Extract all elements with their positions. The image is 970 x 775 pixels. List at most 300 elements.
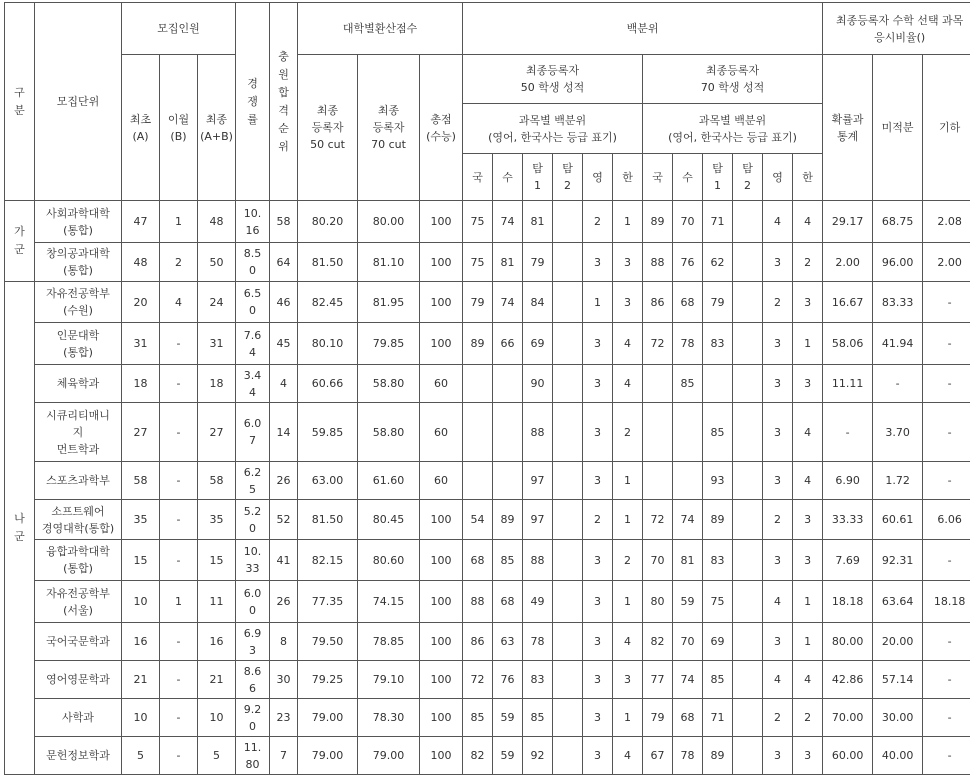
- math-prob-ratio: 58.06: [823, 323, 873, 365]
- p70-hist: 4: [793, 201, 823, 243]
- p70-t1: 85: [703, 403, 733, 462]
- p50-hist: 4: [613, 737, 643, 775]
- waitlist-rank: 7: [270, 737, 298, 775]
- competition-ratio: 10. 16: [236, 201, 270, 243]
- recruit-first: 27: [122, 403, 160, 462]
- recruit-transfer: -: [160, 462, 198, 500]
- unit-name: 자유전공학부 (수원): [35, 282, 122, 323]
- p50-t1: 79: [523, 243, 553, 282]
- p50-kor: 89: [463, 323, 493, 365]
- header-p50-math: 수: [493, 154, 523, 201]
- math-geom-ratio: 18.18: [923, 581, 970, 623]
- math-geom-ratio: -: [923, 282, 970, 323]
- header-recruit-transfer: 이월 (B): [160, 55, 198, 201]
- p50-hist: 4: [613, 323, 643, 365]
- math-calc-ratio: 60.61: [873, 500, 923, 540]
- p50-math: 81: [493, 243, 523, 282]
- p70-kor: 72: [643, 323, 673, 365]
- header-prob: 확률과 통계: [823, 55, 873, 201]
- waitlist-rank: 4: [270, 365, 298, 403]
- math-calc-ratio: 1.72: [873, 462, 923, 500]
- p50-t1: 88: [523, 403, 553, 462]
- header-p70-t2: 탐 2: [733, 154, 763, 201]
- math-geom-ratio: -: [923, 540, 970, 581]
- p70-t1: 93: [703, 462, 733, 500]
- p50-t1: 69: [523, 323, 553, 365]
- waitlist-rank: 45: [270, 323, 298, 365]
- unit-name: 자유전공학부 (서울): [35, 581, 122, 623]
- waitlist-rank: 26: [270, 462, 298, 500]
- math-geom-ratio: -: [923, 699, 970, 737]
- header-p50-t2: 탐 2: [553, 154, 583, 201]
- p70-kor: 79: [643, 699, 673, 737]
- math-calc-ratio: -: [873, 365, 923, 403]
- score-70-cut: 78.30: [358, 699, 420, 737]
- waitlist-rank: 58: [270, 201, 298, 243]
- recruit-first: 31: [122, 323, 160, 365]
- unit-name: 영어영문학과: [35, 661, 122, 699]
- p70-t2: [733, 623, 763, 661]
- recruit-transfer: -: [160, 323, 198, 365]
- score-70-cut: 79.10: [358, 661, 420, 699]
- p50-eng: 3: [583, 661, 613, 699]
- score-70-cut: 80.00: [358, 201, 420, 243]
- p70-kor: 72: [643, 500, 673, 540]
- math-prob-ratio: 2.00: [823, 243, 873, 282]
- unit-name: 사학과: [35, 699, 122, 737]
- math-geom-ratio: -: [923, 737, 970, 775]
- score-50-cut: 80.20: [298, 201, 358, 243]
- admission-results-table: [4, 2, 970, 775]
- competition-ratio: 7.6 4: [236, 323, 270, 365]
- score-70-cut: 80.45: [358, 500, 420, 540]
- p70-hist: 1: [793, 623, 823, 661]
- p70-t2: [733, 540, 763, 581]
- recruit-first: 16: [122, 623, 160, 661]
- header-unit: 모집단위: [35, 3, 122, 201]
- p50-t2: [553, 403, 583, 462]
- header-p70-hist: 한: [793, 154, 823, 201]
- group-label: 나 군: [5, 282, 35, 775]
- math-prob-ratio: -: [823, 403, 873, 462]
- header-recruit-final: 최종 (A+B): [198, 55, 236, 201]
- recruit-transfer: -: [160, 623, 198, 661]
- table-row: [5, 581, 970, 623]
- p50-hist: 2: [613, 540, 643, 581]
- p50-eng: 2: [583, 500, 613, 540]
- math-calc-ratio: 92.31: [873, 540, 923, 581]
- header-p70-t1: 탐 1: [703, 154, 733, 201]
- recruit-first: 21: [122, 661, 160, 699]
- p50-eng: 3: [583, 323, 613, 365]
- p70-math: [673, 462, 703, 500]
- p70-hist: 3: [793, 737, 823, 775]
- total-score: 100: [420, 661, 463, 699]
- header-score-70: 최종 등록자 70 cut: [358, 55, 420, 201]
- recruit-first: 58: [122, 462, 160, 500]
- unit-name: 시큐리티매니 지 먼트학과: [35, 403, 122, 462]
- waitlist-rank: 8: [270, 623, 298, 661]
- recruit-first: 47: [122, 201, 160, 243]
- recruit-transfer: 2: [160, 243, 198, 282]
- p50-eng: 3: [583, 365, 613, 403]
- p70-t1: 71: [703, 699, 733, 737]
- p50-kor: [463, 403, 493, 462]
- p70-math: [673, 403, 703, 462]
- p70-t1: 83: [703, 540, 733, 581]
- score-50-cut: 82.15: [298, 540, 358, 581]
- p70-eng: 3: [763, 737, 793, 775]
- score-70-cut: 58.80: [358, 365, 420, 403]
- header-calc: 미적분: [873, 55, 923, 201]
- waitlist-rank: 23: [270, 699, 298, 737]
- math-prob-ratio: 29.17: [823, 201, 873, 243]
- table-row: [5, 282, 970, 323]
- p70-hist: 3: [793, 500, 823, 540]
- recruit-transfer: -: [160, 661, 198, 699]
- p70-t2: [733, 403, 763, 462]
- unit-name: 스포츠과학부: [35, 462, 122, 500]
- header-ratio: 경 쟁 률: [236, 3, 270, 201]
- table-row: [5, 540, 970, 581]
- competition-ratio: 9.2 0: [236, 699, 270, 737]
- p50-math: 74: [493, 282, 523, 323]
- math-prob-ratio: 80.00: [823, 623, 873, 661]
- p50-hist: 4: [613, 365, 643, 403]
- total-score: 100: [420, 540, 463, 581]
- recruit-transfer: -: [160, 737, 198, 775]
- p70-t2: [733, 500, 763, 540]
- p50-t1: 49: [523, 581, 553, 623]
- math-geom-ratio: -: [923, 462, 970, 500]
- p50-math: 63: [493, 623, 523, 661]
- p70-kor: 82: [643, 623, 673, 661]
- p70-eng: 2: [763, 699, 793, 737]
- p70-math: 74: [673, 661, 703, 699]
- competition-ratio: 6.9 3: [236, 623, 270, 661]
- p70-math: 78: [673, 323, 703, 365]
- header-geom: 기하: [923, 55, 970, 201]
- recruit-final: 18: [198, 365, 236, 403]
- p50-hist: 4: [613, 623, 643, 661]
- recruit-transfer: 1: [160, 201, 198, 243]
- p70-math: 68: [673, 282, 703, 323]
- recruit-transfer: -: [160, 403, 198, 462]
- p70-math: 76: [673, 243, 703, 282]
- p50-t2: [553, 540, 583, 581]
- p70-kor: 80: [643, 581, 673, 623]
- math-prob-ratio: 16.67: [823, 282, 873, 323]
- p50-t1: 90: [523, 365, 553, 403]
- score-50-cut: 77.35: [298, 581, 358, 623]
- p50-kor: 68: [463, 540, 493, 581]
- unit-name: 체육학과: [35, 365, 122, 403]
- p50-math: 89: [493, 500, 523, 540]
- p50-kor: 72: [463, 661, 493, 699]
- table-row: [5, 661, 970, 699]
- p70-hist: 2: [793, 699, 823, 737]
- p70-t1: 62: [703, 243, 733, 282]
- unit-name: 창의공과대학 (통합): [35, 243, 122, 282]
- header-percentile: 백분위: [463, 3, 823, 55]
- p50-eng: 3: [583, 581, 613, 623]
- p70-kor: [643, 403, 673, 462]
- table-row: [5, 737, 970, 775]
- p70-eng: 3: [763, 365, 793, 403]
- recruit-first: 48: [122, 243, 160, 282]
- p70-eng: 4: [763, 661, 793, 699]
- p50-math: [493, 462, 523, 500]
- total-score: 100: [420, 243, 463, 282]
- recruit-final: 5: [198, 737, 236, 775]
- p50-eng: 3: [583, 540, 613, 581]
- header-p70-kor: 국: [643, 154, 673, 201]
- p70-eng: 3: [763, 462, 793, 500]
- score-50-cut: 82.45: [298, 282, 358, 323]
- header-p70-math: 수: [673, 154, 703, 201]
- p50-hist: 2: [613, 403, 643, 462]
- math-calc-ratio: 40.00: [873, 737, 923, 775]
- total-score: 100: [420, 699, 463, 737]
- p70-eng: 3: [763, 323, 793, 365]
- competition-ratio: 6.0 0: [236, 581, 270, 623]
- p50-math: 74: [493, 201, 523, 243]
- p70-t1: 71: [703, 201, 733, 243]
- recruit-first: 5: [122, 737, 160, 775]
- p50-eng: 3: [583, 403, 613, 462]
- p70-kor: [643, 462, 673, 500]
- unit-name: 소프트웨어 경영대학(통합): [35, 500, 122, 540]
- score-70-cut: 79.00: [358, 737, 420, 775]
- p50-t1: 97: [523, 500, 553, 540]
- score-50-cut: 79.00: [298, 737, 358, 775]
- p70-kor: 70: [643, 540, 673, 581]
- p50-t2: [553, 323, 583, 365]
- p50-kor: 79: [463, 282, 493, 323]
- p50-hist: 1: [613, 201, 643, 243]
- p70-eng: 2: [763, 282, 793, 323]
- score-70-cut: 81.95: [358, 282, 420, 323]
- competition-ratio: 10. 33: [236, 540, 270, 581]
- math-calc-ratio: 96.00: [873, 243, 923, 282]
- total-score: 60: [420, 403, 463, 462]
- p70-t2: [733, 581, 763, 623]
- p70-kor: 88: [643, 243, 673, 282]
- waitlist-rank: 41: [270, 540, 298, 581]
- p50-eng: 3: [583, 623, 613, 661]
- p50-t2: [553, 699, 583, 737]
- unit-name: 국어국문학과: [35, 623, 122, 661]
- competition-ratio: 8.5 0: [236, 243, 270, 282]
- p70-eng: 4: [763, 581, 793, 623]
- p50-hist: 3: [613, 243, 643, 282]
- math-geom-ratio: -: [923, 623, 970, 661]
- total-score: 100: [420, 201, 463, 243]
- p50-kor: 75: [463, 201, 493, 243]
- waitlist-rank: 64: [270, 243, 298, 282]
- math-prob-ratio: 6.90: [823, 462, 873, 500]
- p70-eng: 3: [763, 540, 793, 581]
- waitlist-rank: 52: [270, 500, 298, 540]
- total-score: 60: [420, 365, 463, 403]
- p70-t1: 89: [703, 500, 733, 540]
- competition-ratio: 8.6 6: [236, 661, 270, 699]
- total-score: 100: [420, 323, 463, 365]
- total-score: 100: [420, 282, 463, 323]
- p50-t2: [553, 661, 583, 699]
- math-prob-ratio: 42.86: [823, 661, 873, 699]
- recruit-first: 20: [122, 282, 160, 323]
- recruit-transfer: -: [160, 500, 198, 540]
- table-row: [5, 462, 970, 500]
- recruit-first: 35: [122, 500, 160, 540]
- header-recruit: 모집인원: [122, 3, 236, 55]
- p50-math: 59: [493, 699, 523, 737]
- recruit-final: 21: [198, 661, 236, 699]
- p70-eng: 3: [763, 243, 793, 282]
- table-row: [5, 323, 970, 365]
- p70-t1: 85: [703, 661, 733, 699]
- score-70-cut: 78.85: [358, 623, 420, 661]
- score-50-cut: 60.66: [298, 365, 358, 403]
- p70-hist: 2: [793, 243, 823, 282]
- recruit-final: 24: [198, 282, 236, 323]
- math-calc-ratio: 20.00: [873, 623, 923, 661]
- score-70-cut: 80.60: [358, 540, 420, 581]
- p50-t1: 84: [523, 282, 553, 323]
- math-calc-ratio: 57.14: [873, 661, 923, 699]
- table-row: [5, 201, 970, 243]
- unit-name: 융합과학대학 (통합): [35, 540, 122, 581]
- p70-t1: [703, 365, 733, 403]
- p50-hist: 1: [613, 500, 643, 540]
- p50-t1: 85: [523, 699, 553, 737]
- score-50-cut: 81.50: [298, 500, 358, 540]
- p70-t2: [733, 699, 763, 737]
- recruit-transfer: -: [160, 365, 198, 403]
- recruit-final: 11: [198, 581, 236, 623]
- p70-t2: [733, 282, 763, 323]
- recruit-final: 35: [198, 500, 236, 540]
- p70-t1: 69: [703, 623, 733, 661]
- p70-math: 68: [673, 699, 703, 737]
- p50-t2: [553, 462, 583, 500]
- p70-eng: 3: [763, 403, 793, 462]
- waitlist-rank: 26: [270, 581, 298, 623]
- p50-hist: 3: [613, 661, 643, 699]
- p70-hist: 3: [793, 365, 823, 403]
- math-geom-ratio: -: [923, 365, 970, 403]
- p70-hist: 3: [793, 540, 823, 581]
- p70-t2: [733, 737, 763, 775]
- recruit-final: 58: [198, 462, 236, 500]
- p70-math: 59: [673, 581, 703, 623]
- competition-ratio: 6.5 0: [236, 282, 270, 323]
- competition-ratio: 5.2 0: [236, 500, 270, 540]
- competition-ratio: 6.0 7: [236, 403, 270, 462]
- recruit-transfer: -: [160, 540, 198, 581]
- recruit-final: 16: [198, 623, 236, 661]
- p70-math: 70: [673, 623, 703, 661]
- p70-t1: 79: [703, 282, 733, 323]
- p70-kor: 67: [643, 737, 673, 775]
- p50-hist: 3: [613, 282, 643, 323]
- total-score: 100: [420, 737, 463, 775]
- p70-t2: [733, 323, 763, 365]
- math-prob-ratio: 33.33: [823, 500, 873, 540]
- math-calc-ratio: 3.70: [873, 403, 923, 462]
- score-70-cut: 79.85: [358, 323, 420, 365]
- p70-hist: 4: [793, 661, 823, 699]
- table-row: [5, 243, 970, 282]
- p70-t2: [733, 243, 763, 282]
- table-row: [5, 500, 970, 540]
- p50-math: [493, 365, 523, 403]
- recruit-final: 27: [198, 403, 236, 462]
- p70-hist: 4: [793, 462, 823, 500]
- recruit-final: 50: [198, 243, 236, 282]
- p70-kor: 89: [643, 201, 673, 243]
- competition-ratio: 6.2 5: [236, 462, 270, 500]
- p50-hist: 1: [613, 581, 643, 623]
- recruit-transfer: -: [160, 699, 198, 737]
- recruit-final: 10: [198, 699, 236, 737]
- p50-t2: [553, 243, 583, 282]
- math-calc-ratio: 41.94: [873, 323, 923, 365]
- p50-kor: 54: [463, 500, 493, 540]
- header-p50-eng: 영: [583, 154, 613, 201]
- math-calc-ratio: 83.33: [873, 282, 923, 323]
- p50-t2: [553, 201, 583, 243]
- math-calc-ratio: 30.00: [873, 699, 923, 737]
- p50-eng: 1: [583, 282, 613, 323]
- p50-kor: 86: [463, 623, 493, 661]
- header-rank: 충 원 합 격 순 위: [270, 3, 298, 201]
- p70-math: 78: [673, 737, 703, 775]
- recruit-final: 15: [198, 540, 236, 581]
- p70-eng: 3: [763, 623, 793, 661]
- p70-eng: 2: [763, 500, 793, 540]
- table-row: [5, 365, 970, 403]
- score-50-cut: 79.00: [298, 699, 358, 737]
- p50-t1: 83: [523, 661, 553, 699]
- unit-name: 인문대학 (통합): [35, 323, 122, 365]
- header-p50-hist: 한: [613, 154, 643, 201]
- header-p50-kor: 국: [463, 154, 493, 201]
- math-prob-ratio: 11.11: [823, 365, 873, 403]
- p50-math: 59: [493, 737, 523, 775]
- math-geom-ratio: -: [923, 323, 970, 365]
- math-geom-ratio: 2.00: [923, 243, 970, 282]
- waitlist-rank: 30: [270, 661, 298, 699]
- score-50-cut: 79.50: [298, 623, 358, 661]
- p70-hist: 4: [793, 403, 823, 462]
- score-70-cut: 74.15: [358, 581, 420, 623]
- p70-kor: 86: [643, 282, 673, 323]
- header-score-50: 최종 등록자 50 cut: [298, 55, 358, 201]
- p70-hist: 1: [793, 323, 823, 365]
- recruit-first: 18: [122, 365, 160, 403]
- p50-eng: 2: [583, 201, 613, 243]
- total-score: 60: [420, 462, 463, 500]
- table-row: [5, 403, 970, 462]
- math-geom-ratio: -: [923, 403, 970, 462]
- recruit-final: 48: [198, 201, 236, 243]
- score-50-cut: 79.25: [298, 661, 358, 699]
- math-geom-ratio: 6.06: [923, 500, 970, 540]
- p50-t1: 78: [523, 623, 553, 661]
- p70-hist: 1: [793, 581, 823, 623]
